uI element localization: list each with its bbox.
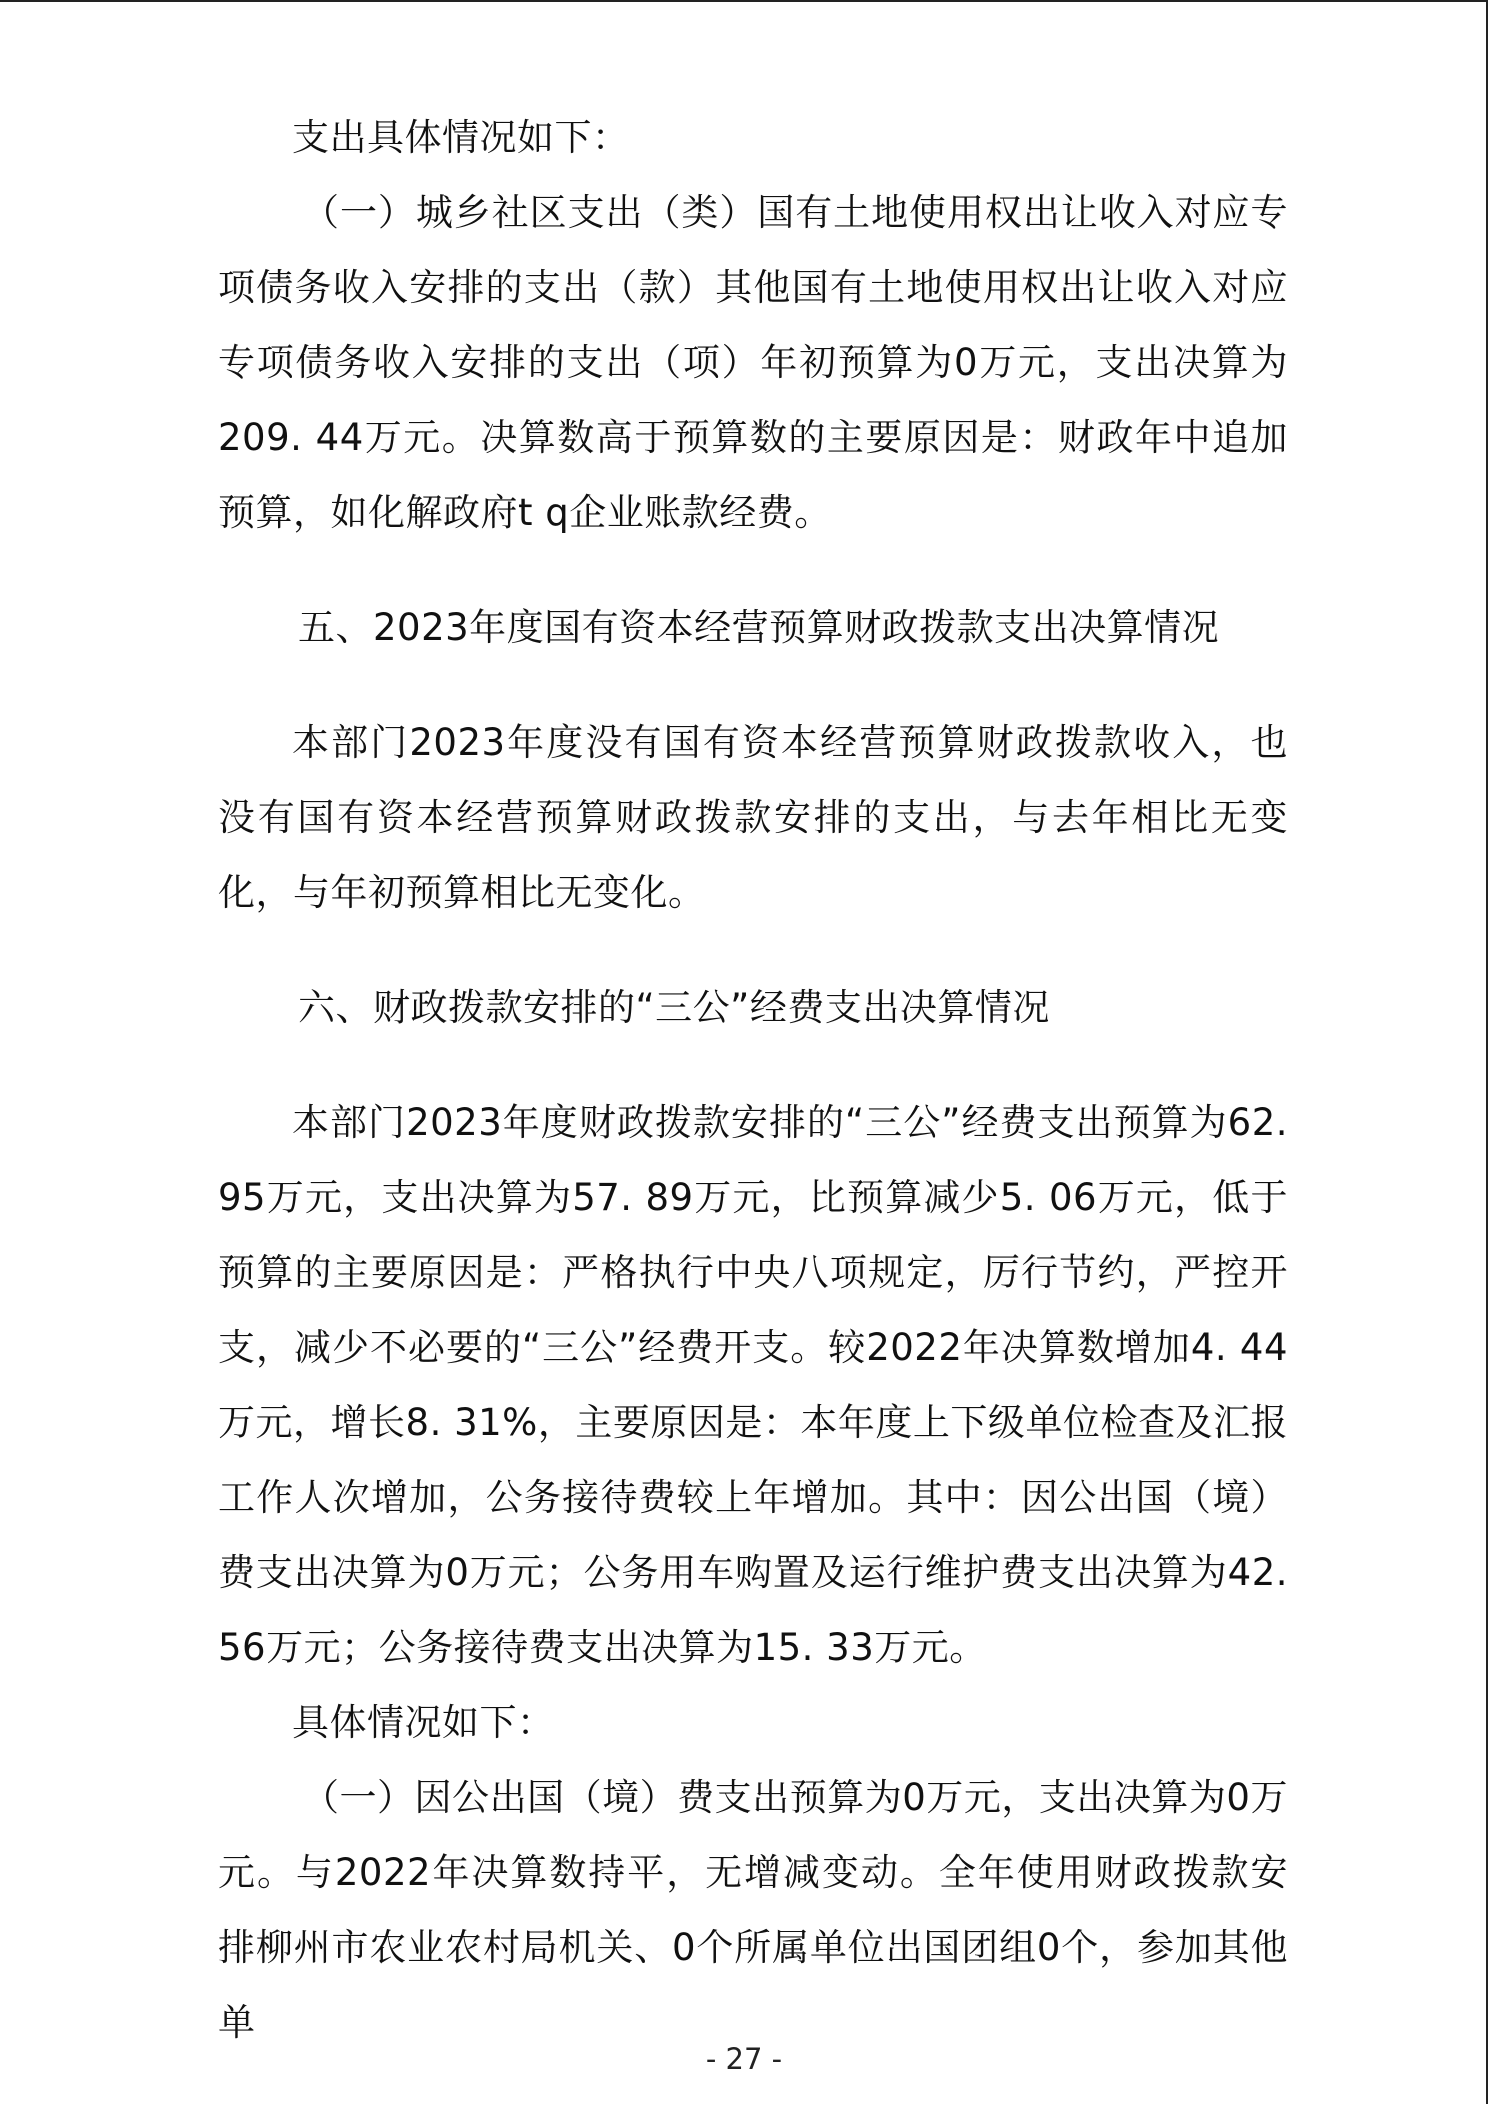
paragraph-details-intro: 具体情况如下： [292, 1701, 555, 1744]
document-body [218, 100, 1288, 2060]
paragraph-overseas-travel: （一）因公出国（境）费支出预算为0万元，支出决算为0万元。与2022年决算数持平，无增减变动。全年使用财政拨款安排柳州市农业农村局机关、0个所属单位出国团组0个，参加其他单 [218, 1776, 1288, 2044]
paragraph-expense-intro: 支出具体情况如下： [292, 116, 630, 159]
paragraph-state-capital: 本部门2023年度没有国有资本经营预算财政拨款收入，也没有国有资本经营预算财政拨款安排的支出，与去年相比无变化，与年初预算相比无变化。 [218, 721, 1288, 914]
paragraph-community-expense: （一）城乡社区支出（类）国有土地使用权出让收入对应专项债务收入安排的支出（款）其他国有土地使用权出让收入对应专项债务收入安排的支出（项）年初预算为0万元，支出决算为209. 44万元。决算数高于预算数的主要原因是：财政年中追加预算，如化解政府t q企业账款经费。 [218, 191, 1288, 534]
page-top-border [0, 0, 1488, 2]
section-heading-6: 六、财政拨款安排的“三公”经费支出决算情况 [298, 986, 1050, 1029]
section-heading-5: 五、2023年度国有资本经营预算财政拨款支出决算情况 [298, 606, 1220, 649]
paragraph-three-public-expenses: 本部门2023年度财政拨款安排的“三公”经费支出预算为62. 95万元，支出决算为57. 89万元，比预算减少5. 06万元，低于预算的主要原因是：严格执行中央八项规定，厉行节约，严控开支，减少不必要的“三公”经费开支。较2022年决算数增加4. 44万元，增长8. 31%，主要原因是：本年度上下级单位检查及汇报工作人次增加，公务接待费较上年增加。其中：因公出国（境）费支出决算为0万元；公务用车购置及运行维护费支出决算为42. 56万元；公务接待费支出决算为15. 33万元。 [218, 1101, 1288, 1669]
page-number: - 27 - [705, 2042, 783, 2076]
